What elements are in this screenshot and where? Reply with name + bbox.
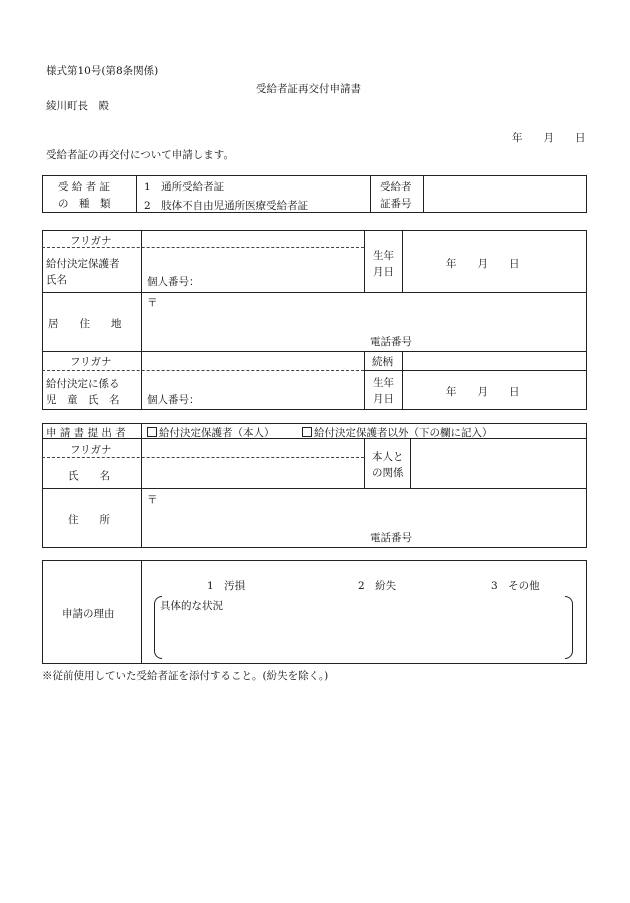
guardian-name-label: 給付決定保護者 [46, 258, 120, 270]
child-dob-label-2: 月日 [373, 393, 394, 405]
submitter-name-field[interactable] [145, 460, 362, 486]
certificate-type-label: 受 給 者 証 [58, 181, 111, 193]
form-number: 様式第10号(第8条関係) [46, 65, 159, 77]
reason-option-lost[interactable]: 2 紛失 [358, 580, 397, 592]
residence-label: 居 住 地 [48, 318, 122, 330]
certificate-number-label: 受給者 [380, 181, 412, 193]
addressee: 綾川町長 殿 [46, 100, 109, 112]
child-furigana-field[interactable] [145, 353, 362, 368]
submitter-furigana-label: フリガナ [70, 444, 112, 456]
guardian-dob-label-2: 月日 [373, 266, 394, 278]
reason-label: 申請の理由 [62, 608, 115, 620]
guardian-dob-field[interactable]: 年 月 日 [446, 258, 520, 270]
guardian-furigana-label: フリガナ [70, 235, 112, 247]
certificate-number-label-2: 証番号 [380, 198, 412, 210]
submitter-relation-label-2: の関係 [372, 467, 404, 479]
footnote: ※従前使用していた受給者証を添付すること。(紛失を除く。) [42, 670, 329, 682]
residence-postal-mark: 〒 [147, 297, 158, 309]
details-label: 具体的な状況 [160, 600, 223, 612]
child-furigana-label: フリガナ [70, 356, 112, 368]
submitter-option-self[interactable]: 給付決定保護者（本人） [147, 425, 275, 440]
relation-field[interactable] [405, 353, 585, 368]
submitter-phone-label[interactable]: 電話番号 [370, 532, 412, 544]
application-date[interactable]: 年 月 日 [512, 132, 586, 144]
intro-text: 受給者証の再交付について申請します。 [46, 149, 234, 161]
reason-option-other[interactable]: 3 その他 [491, 580, 540, 592]
submitter-option-other[interactable]: 給付決定保護者以外（下の欄に記入） [302, 425, 493, 440]
submitter-postal-mark: 〒 [147, 494, 158, 506]
residence-phone-label[interactable]: 電話番号 [370, 336, 412, 348]
guardian-name-label-2: 氏名 [46, 274, 67, 286]
guardian-dob-label: 生年 [373, 250, 394, 262]
child-dob-label: 生年 [373, 377, 394, 389]
relation-label: 続柄 [372, 356, 393, 368]
submitter-name-label: 氏 名 [68, 470, 110, 482]
certificate-number-field[interactable] [426, 178, 584, 210]
child-name-label-2: 児 童 氏 名 [46, 394, 120, 406]
submitter-relation-label: 本人と [372, 451, 404, 463]
guardian-individual-number[interactable]: 個人番号： [147, 276, 200, 288]
checkbox-icon[interactable] [147, 427, 157, 437]
certificate-option-2[interactable]: 2 肢体不自由児通所医療受給者証 [144, 200, 309, 212]
submitter-label: 申 請 書 提 出 者 [46, 427, 126, 439]
reason-option-soiled[interactable]: 1 汚損 [207, 580, 246, 592]
child-individual-number[interactable]: 個人番号： [147, 394, 200, 406]
submitter-furigana-field[interactable] [145, 441, 362, 455]
submitter-relation-field[interactable] [413, 441, 585, 486]
guardian-furigana-field[interactable] [145, 232, 362, 246]
child-dob-field[interactable]: 年 月 日 [446, 386, 520, 398]
form-title: 受給者証再交付申請書 [256, 83, 361, 95]
checkbox-icon[interactable] [302, 427, 312, 437]
child-name-label: 給付決定に係る [46, 378, 120, 390]
bracket-right-icon [565, 596, 573, 659]
submitter-address-label: 住 所 [68, 514, 110, 526]
details-field[interactable] [164, 614, 562, 656]
certificate-type-label-2: の 種 類 [58, 198, 111, 210]
certificate-option-1[interactable]: 1 通所受給者証 [144, 181, 225, 193]
